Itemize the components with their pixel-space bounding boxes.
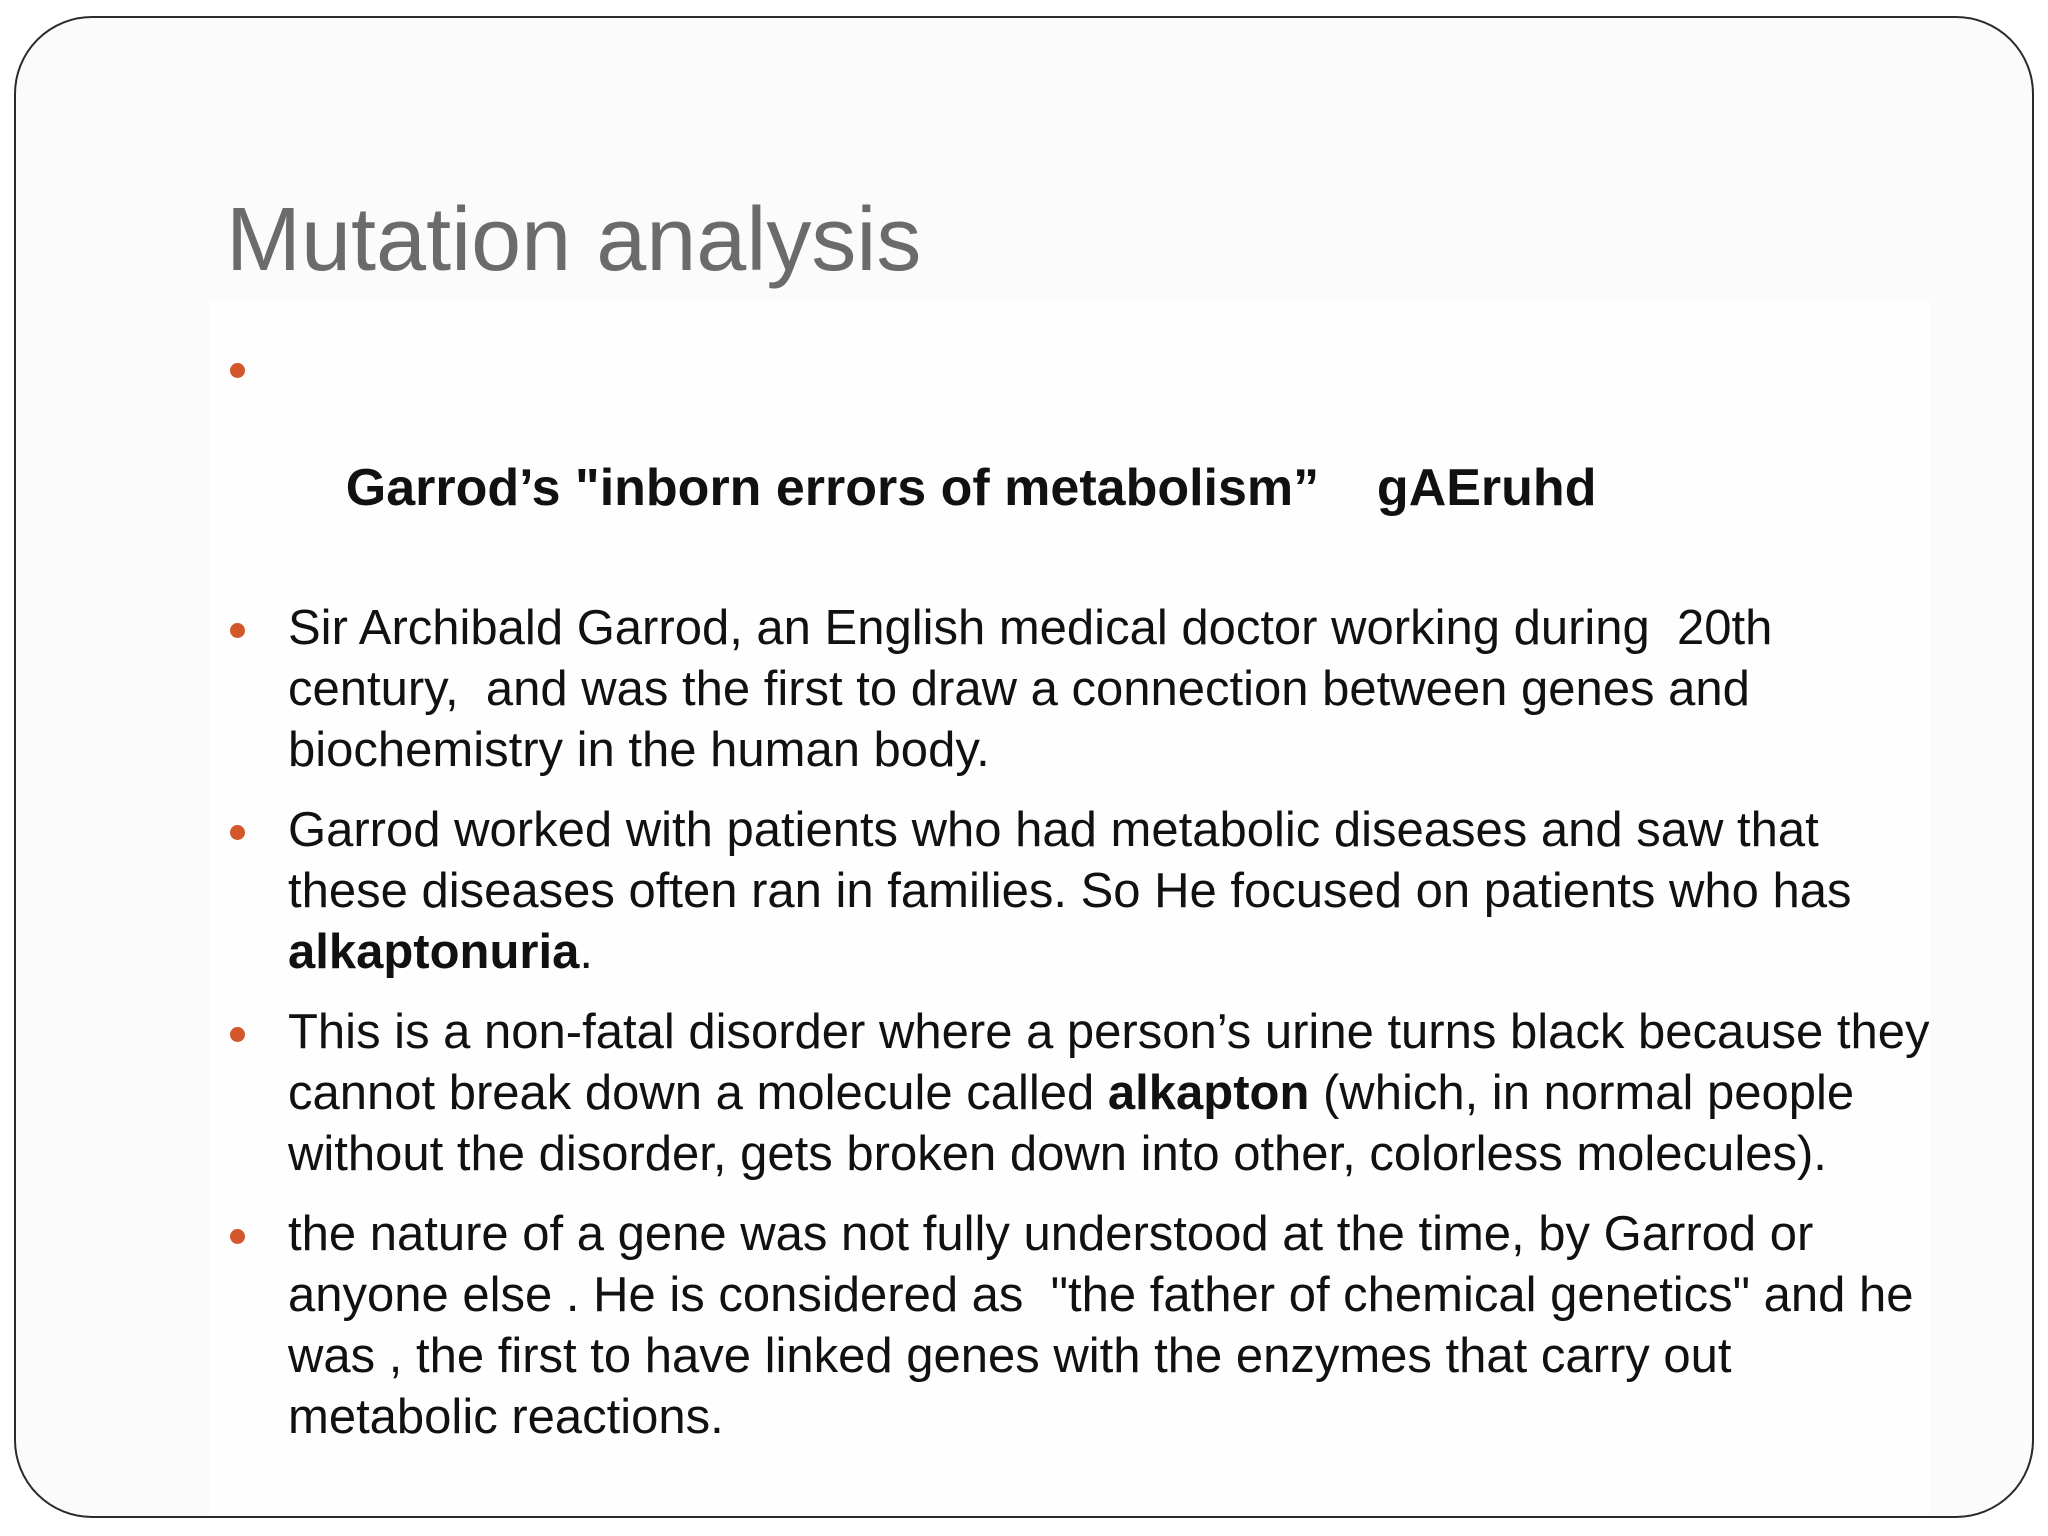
- bullet-text-4-before: This is a non-fatal disorder where a person’s urine turns black because they cannot break down a molecule called: [288, 1005, 1930, 1120]
- bullet-item-1: [230, 336, 1930, 580]
- bullet-item-5: [230, 1204, 1930, 1448]
- bullet-text-4-after: (which, in normal people without the disorder, gets broken down into other, colorless molecules).: [288, 1066, 1855, 1181]
- bullet-text-5: the nature of a gene was not fully understood at the time, by Garrod or anyone else . He is considered as "the father of chemical genetics" and he was , the first to have linked genes with the enzymes that carry out metabolic reactions.: [288, 1207, 1928, 1444]
- slide-title: Mutation analysis: [226, 190, 922, 290]
- bullet-text-3-bold: alkaptonuria: [288, 925, 580, 979]
- bullet-item-3: [230, 800, 1930, 983]
- bullet-item-2: [230, 598, 1930, 781]
- bullet-dot-icon: [230, 363, 245, 378]
- bullet-item-4: [230, 1002, 1930, 1185]
- bullet-dot-icon: [230, 1027, 245, 1042]
- bullet-text-2: Sir Archibald Garrod, an English medical doctor working during 20th century, and was the first to draw a connection between genes and biochemistry in the human body.: [288, 601, 1787, 777]
- bullet-text-3-before: Garrod worked with patients who had metabolic diseases and saw that these diseases often ran in families. So He focused on patients who has: [288, 803, 1879, 918]
- bullet-list: [230, 336, 1930, 1467]
- bullet-text-4-bold: alkapton: [1107, 1066, 1310, 1120]
- bullet-dot-icon: [230, 1229, 245, 1244]
- bullet-text-3-after: .: [579, 925, 593, 979]
- bullet-dot-icon: [230, 623, 245, 638]
- bullet-dot-icon: [230, 825, 245, 840]
- bullet-text-1: Garrod’s "inborn errors of metabolism” gAEruhd: [345, 459, 1597, 517]
